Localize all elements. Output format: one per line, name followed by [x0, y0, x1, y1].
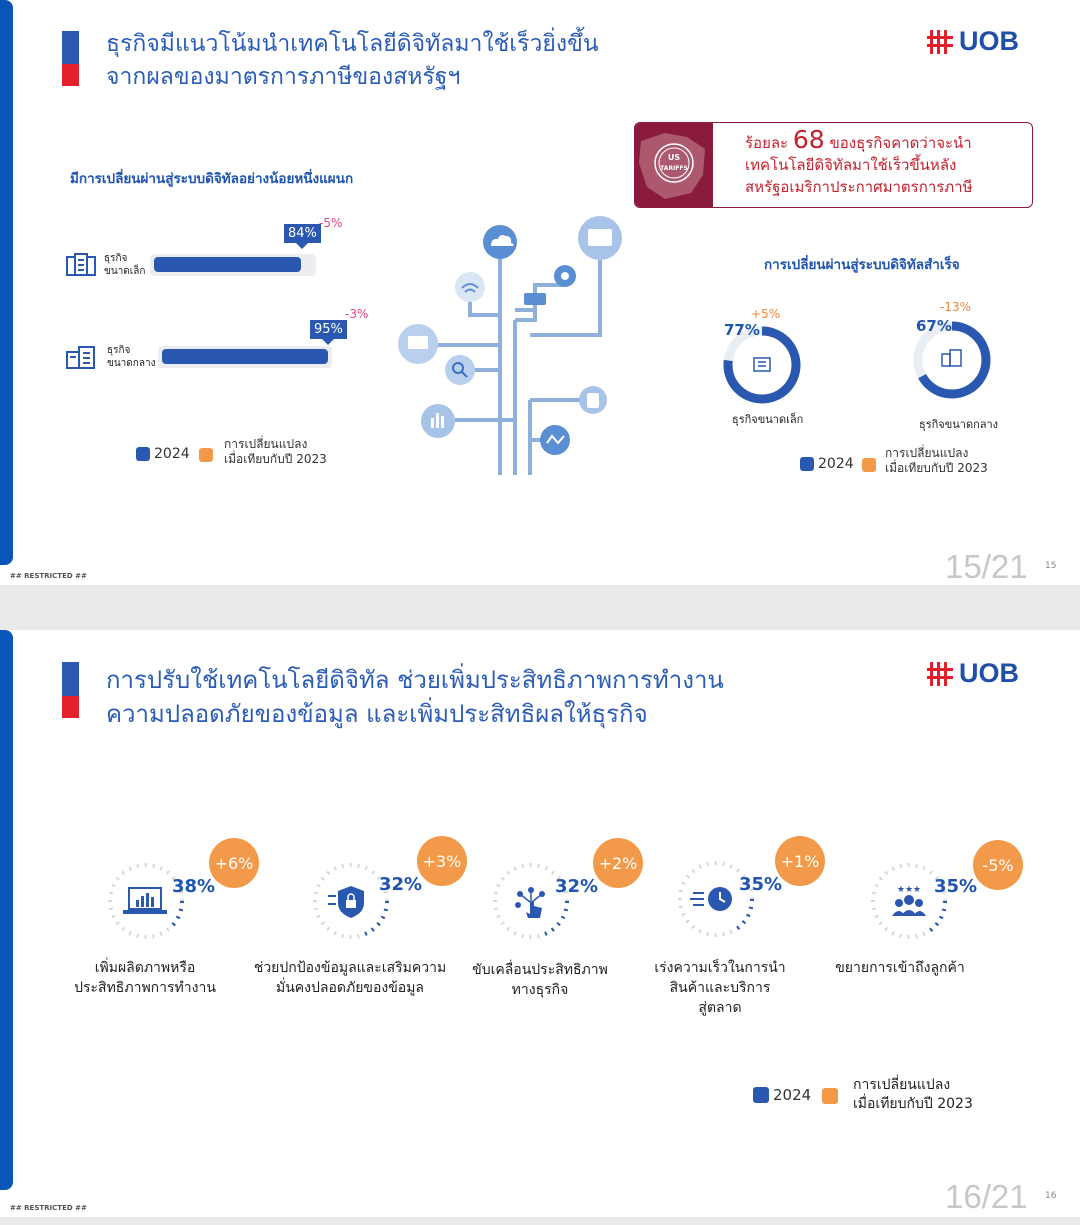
- bar-change-medium: -3%: [345, 307, 369, 321]
- legend-change-line2: เมื่อเทียบกับปี 2023: [853, 1096, 973, 1112]
- small-business-icon: [66, 253, 96, 277]
- stat-caption-4: [640, 958, 800, 1018]
- stat-caption-3-line2: ทางธุรกิจ: [511, 982, 569, 998]
- donut-change-small: +5%: [751, 307, 781, 321]
- digital-tree-illustration: [390, 210, 630, 480]
- legend-change-line2: เมื่อเทียบกับปี 2023: [224, 452, 327, 466]
- donut-label-small: ธุรกิจขนาดเล็ก: [732, 413, 804, 426]
- uob-logo-icon: [927, 661, 953, 687]
- title-marker-red: [62, 64, 79, 86]
- legend-swatch-change-right: [862, 458, 876, 472]
- left-legend-change: [224, 437, 327, 467]
- legend-change: [853, 1076, 973, 1114]
- donut-value-medium: 67%: [916, 317, 952, 335]
- bar-fill-medium: [162, 349, 328, 364]
- stat-caption-2-line2: มั่นคงปลอดภัยของข้อมูล: [276, 980, 424, 996]
- legend-change-line1-right: การเปลี่ยนแปลง: [885, 446, 969, 460]
- uob-logo: [927, 658, 1019, 689]
- slide-15: [0, 0, 1080, 585]
- stat-value-4: 35%: [739, 874, 783, 895]
- bar-label-medium-line1: ธุรกิจ: [107, 345, 131, 356]
- stat-change-5: -5%: [973, 840, 1023, 890]
- page-number: 15/21: [945, 548, 1028, 585]
- us-map-icon: [635, 123, 713, 208]
- right-section-heading: การเปลี่ยนผ่านสู่ระบบดิจิทัลสำเร็จ: [764, 257, 960, 273]
- stat-caption-5: [825, 958, 975, 978]
- legend-swatch-2024: [136, 447, 150, 461]
- customers-stars-icon: [892, 885, 926, 916]
- legend-change-line2-right: เมื่อเทียบกับปี 2023: [885, 461, 988, 475]
- tariff-image-text-1: US: [667, 153, 681, 162]
- legend-year-label: 2024: [154, 446, 190, 462]
- banner-line3: สหรัฐอเมริกาประกาศมาตรการภาษี: [745, 178, 973, 196]
- stat-ring-4: [675, 858, 757, 940]
- banner-line2: เทคโนโลยีดิจิทัลมาใช้เร็วขึ้นหลัง: [745, 156, 957, 174]
- stat-caption-3: [455, 960, 625, 1000]
- fast-clock-icon: [690, 887, 732, 911]
- stat-change-2: +3%: [417, 836, 467, 886]
- page-number-small: 16: [1045, 1191, 1057, 1201]
- touch-network-icon: [515, 887, 545, 918]
- stat-change-4: +1%: [775, 836, 825, 886]
- slide-accent-bar: [0, 630, 13, 1190]
- bar-value-small: 84%: [284, 224, 321, 243]
- stat-value-2: 32%: [379, 874, 423, 895]
- legend-swatch-change: [822, 1088, 838, 1104]
- donut-label-medium: ธุรกิจขนาดกลาง: [919, 418, 999, 431]
- stat-change-1: +6%: [209, 838, 259, 888]
- tariff-banner-text: [745, 125, 1025, 198]
- legend-year-label: 2024: [773, 1086, 812, 1104]
- bar-value-medium: 95%: [310, 320, 347, 339]
- stat-caption-3-line1: ขับเคลื่อนประสิทธิภาพ: [472, 962, 608, 978]
- bar-label-small-line1: ธุรกิจ: [104, 253, 128, 264]
- slide-16: [0, 630, 1080, 1217]
- slide-title: [106, 28, 599, 94]
- tariff-image-text-2: TARIFFS: [660, 165, 688, 172]
- bar-label-medium: [107, 344, 155, 370]
- bar-change-small: -5%: [319, 216, 343, 230]
- stat-caption-4-line3: สู่ตลาด: [698, 1000, 742, 1016]
- medium-business-icon: [66, 346, 96, 370]
- banner-prefix: ร้อยละ: [745, 134, 789, 152]
- stat-value-1: 38%: [172, 876, 216, 897]
- legend-swatch-change: [199, 448, 213, 462]
- uob-logo: [927, 26, 1019, 57]
- stat-caption-1-line1: เพิ่มผลิตภาพหรือ: [94, 960, 196, 976]
- stat-caption-2-line1: ช่วยปกป้องข้อมูลและเสริมความ: [253, 960, 447, 976]
- legend-change-line1: การเปลี่ยนแปลง: [853, 1077, 951, 1093]
- title-line-1: ธุรกิจมีแนวโน้มนำเทคโนโลยีดิจิทัลมาใช้เร็วยิ่งขึ้น: [106, 31, 599, 57]
- stat-caption-1-line2: ประสิทธิภาพการทำงาน: [74, 980, 216, 996]
- donut-value-small: 77%: [724, 321, 760, 339]
- uob-logo-text: UOB: [959, 658, 1019, 688]
- title-marker-blue: [62, 662, 79, 696]
- slide-accent-bar: [0, 0, 13, 565]
- legend-year-label-right: 2024: [818, 456, 854, 472]
- banner-line1: ของธุรกิจคาดว่าจะนำ: [829, 134, 972, 152]
- stat-caption-5-line1: ขยายการเข้าถึงลูกค้า: [835, 960, 965, 976]
- legend-year: [753, 1086, 811, 1104]
- stat-ring-1: [105, 860, 187, 942]
- bar-fill-small: [154, 257, 301, 272]
- banner-number: 68: [792, 125, 825, 154]
- stat-ring-5: [868, 860, 950, 942]
- legend-swatch-2024-right: [800, 457, 814, 471]
- us-tariffs-image: [635, 123, 713, 208]
- stat-ring-3: [490, 860, 572, 942]
- left-section-heading: มีการเปลี่ยนผ่านสู่ระบบดิจิทัลอย่างน้อยหนึ่งแผนก: [70, 171, 354, 187]
- page-number: 16/21: [945, 1178, 1028, 1215]
- title-line-2: จากผลของมาตรการภาษีของสหรัฐฯ: [106, 64, 461, 90]
- uob-logo-icon: [927, 29, 953, 55]
- uob-logo-text: UOB: [959, 26, 1019, 56]
- stat-value-3: 32%: [555, 876, 599, 897]
- legend-change-line1: การเปลี่ยนแปลง: [224, 437, 308, 451]
- title-line-2: ความปลอดภัยของข้อมูล และเพิ่มประสิทธิผลให้ธุรกิจ: [106, 700, 648, 728]
- bar-label-small-line2: ขนาดเล็ก: [104, 266, 146, 277]
- donut-change-medium: -13%: [940, 300, 972, 314]
- right-legend-year: [800, 456, 854, 472]
- stat-caption-1: [60, 958, 230, 998]
- legend-swatch-2024: [753, 1087, 769, 1103]
- slide-title: [106, 663, 724, 731]
- laptop-chart-icon: [123, 888, 167, 914]
- left-legend-year: [136, 446, 190, 462]
- stat-value-5: 35%: [934, 876, 978, 897]
- restricted-label: ## RESTRICTED ##: [10, 572, 87, 580]
- svg-text:★★★: ★★★: [896, 885, 922, 895]
- shield-lock-icon: [328, 886, 364, 918]
- right-legend-change: [885, 446, 988, 476]
- stat-change-3: +2%: [593, 838, 643, 888]
- title-marker-red: [62, 696, 79, 718]
- stat-caption-4-line2: สินค้าและบริการ: [669, 980, 771, 996]
- restricted-label: ## RESTRICTED ##: [10, 1204, 87, 1212]
- tariff-banner: [634, 122, 1033, 208]
- stat-caption-2: [245, 958, 455, 998]
- stat-ring-2: [310, 860, 392, 942]
- stat-caption-4-line1: เร่งความเร็วในการนำ: [654, 960, 786, 976]
- title-marker-blue: [62, 31, 79, 64]
- title-line-1: การปรับใช้เทคโนโลยีดิจิทัล ช่วยเพิ่มประสิทธิภาพการทำงาน: [106, 666, 724, 694]
- bar-label-small: [104, 252, 145, 278]
- bar-label-medium-line2: ขนาดกลาง: [107, 358, 156, 369]
- page-number-small: 15: [1045, 561, 1057, 571]
